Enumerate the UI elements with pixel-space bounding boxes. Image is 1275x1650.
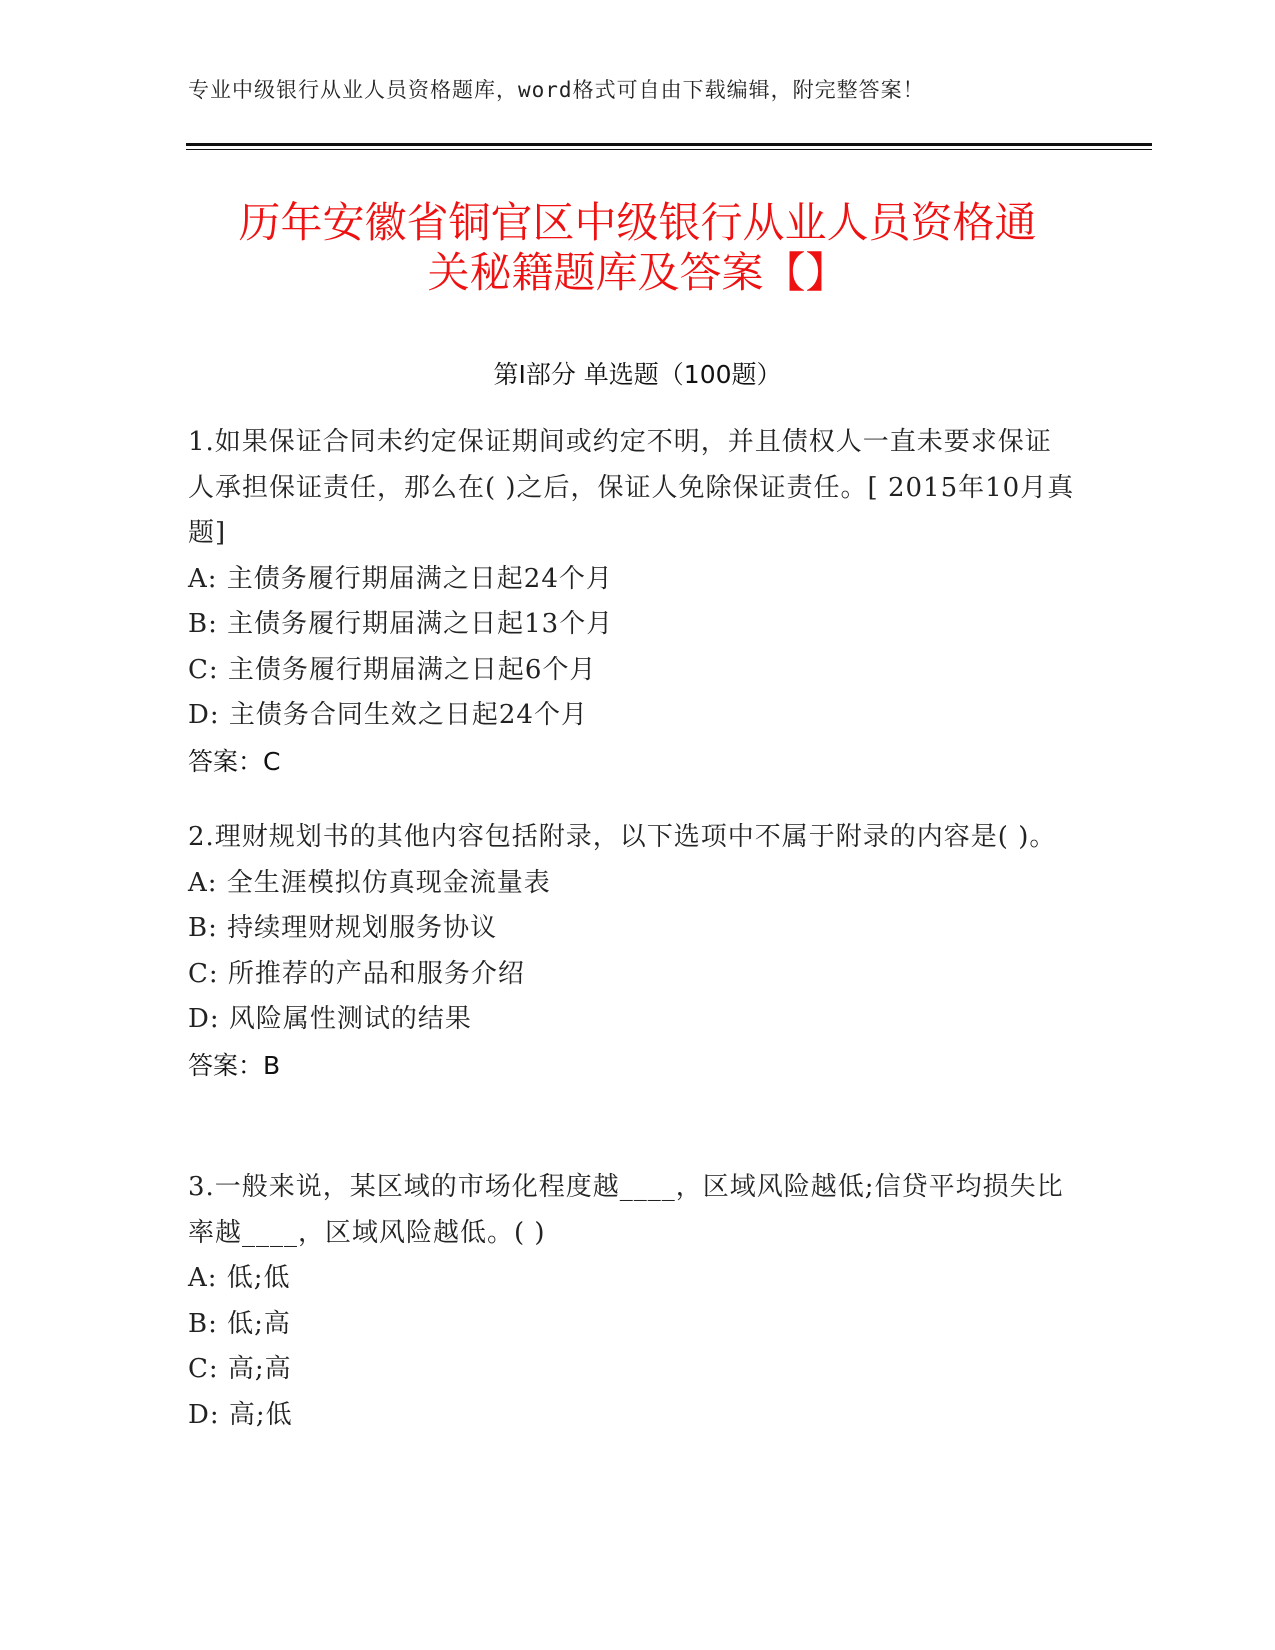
document-title-line-1: 历年安徽省铜官区中级银行从业人员资格通 (238, 198, 1037, 247)
question-option-c: C: 所推荐的产品和服务介绍 (188, 958, 525, 989)
question-1 (188, 420, 1078, 784)
question-option-a: A: 全生涯模拟仿真现金流量表 (188, 867, 551, 898)
question-option-a: A: 低;低 (188, 1263, 291, 1293)
question-2 (188, 815, 1078, 1088)
question-stem: 3.一般来说，某区域的市场化程度越____，区域风险越低;信贷平均损失比率越____，区域风险越低。( ) (188, 1172, 1064, 1248)
question-option-c: C: 高;高 (188, 1354, 292, 1384)
question-option-d: D: 主债务合同生效之日起24个月 (188, 700, 588, 730)
document-title (150, 198, 1125, 298)
question-answer: 答案：C (188, 746, 281, 776)
question-option-b: B: 低;高 (188, 1308, 291, 1339)
question-stem: 2.理财规划书的其他内容包括附录，以下选项中不属于附录的内容是( )。 (188, 822, 1057, 852)
section-title: 第Ⅰ部分 单选题（100题） (493, 360, 782, 389)
question-option-b: B: 持续理财规划服务协议 (188, 913, 498, 943)
question-stem: 1.如果保证合同未约定保证期间或约定不明，并且债权人一直未要求保证人承担保证责任，那么在( )之后，保证人免除保证责任。[ 2015年10月真题] (188, 427, 1075, 548)
header-divider-thin (186, 149, 1152, 150)
question-option-c: C: 主债务履行期届满之日起6个月 (188, 654, 597, 685)
question-answer: 答案：B (188, 1050, 281, 1080)
question-option-a: A: 主债务履行期届满之日起24个月 (188, 563, 613, 594)
question-option-d: D: 风险属性测试的结果 (188, 1004, 472, 1034)
question-option-b: B: 主债务履行期届满之日起13个月 (188, 609, 614, 639)
header-note: 专业中级银行从业人员资格题库，word格式可自由下载编辑，附完整答案！ (188, 78, 925, 102)
header-divider-thick (186, 143, 1152, 146)
question-option-d: D: 高;低 (188, 1399, 293, 1430)
document-title-line-2: 关秘籍题库及答案【】 (427, 248, 848, 297)
question-3 (188, 1165, 1078, 1438)
